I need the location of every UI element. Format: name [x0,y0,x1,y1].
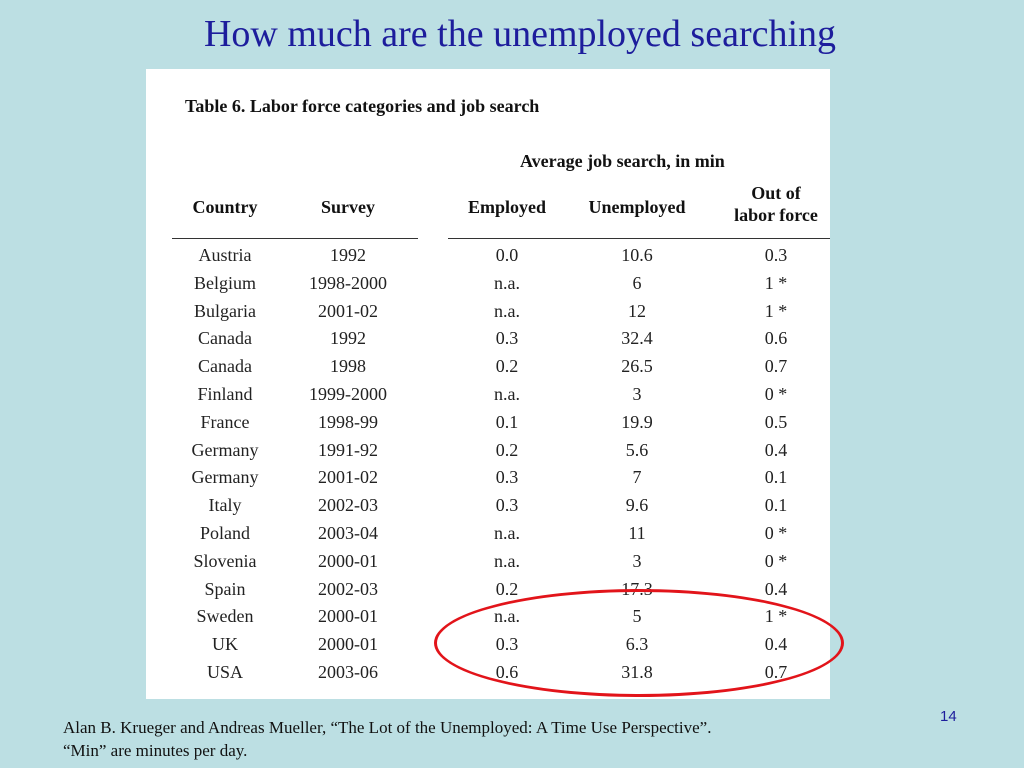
cell-employed: 0.0 [495,245,519,265]
cell-employed: 0.1 [495,411,519,432]
cell-employed: n.a. [494,300,520,321]
cell-employed: n.a. [494,550,520,571]
cell-out-of-labor-force: 1 * [764,300,788,321]
cell-unemployed: 6.3 [625,634,649,655]
cell-country: Finland [197,384,253,404]
cell-employed: 0.2 [495,578,519,599]
cell-out-of-labor-force: 0.7 [764,662,788,682]
column-header-survey: Survey [321,197,375,217]
footnote [63,716,711,762]
cell-country: Canada [198,328,252,349]
cell-out-of-labor-force: 0.1 [764,495,788,516]
footnote-line-2: “Min” are minutes per day. [63,741,248,760]
table-image [146,69,830,699]
cell-survey: 2001-02 [318,300,378,321]
header-rule-right [448,238,830,239]
cell-unemployed: 31.8 [621,662,653,682]
column-header-country: Country [192,197,258,217]
cell-country: UK [212,634,238,655]
cell-out-of-labor-force: 0.4 [764,439,788,460]
cell-survey: 1999-2000 [309,384,387,404]
cell-unemployed: 32.4 [621,328,653,349]
cell-country: Belgium [194,272,256,293]
cell-unemployed: 11 [628,523,646,543]
cell-unemployed: 7 [632,467,642,488]
cell-unemployed: 10.6 [621,245,653,265]
cell-employed: 0.6 [495,662,519,682]
cell-out-of-labor-force: 0 * [764,550,788,571]
cell-unemployed: 5 [632,606,642,627]
column-header-out-line1: Out of [751,183,801,203]
cell-out-of-labor-force: 0.1 [764,467,788,488]
cell-employed: 0.3 [495,328,519,349]
cell-employed: 0.3 [495,495,519,516]
cell-employed: n.a. [494,523,520,543]
cell-survey: 1998-2000 [309,272,387,293]
cell-survey: 1998-99 [318,411,378,432]
cell-survey: 2000-01 [318,550,378,571]
column-header-out-line2: labor force [734,205,818,225]
cell-survey: 1992 [330,328,366,349]
cell-survey: 2000-01 [318,606,378,627]
cell-country: France [200,411,250,432]
cell-country: USA [206,662,243,682]
cell-country: Bulgaria [194,300,256,321]
slide-title: How much are the unemployed searching [203,13,837,55]
cell-country: Slovenia [193,550,257,571]
cell-out-of-labor-force: 0.4 [764,634,788,655]
column-header-employed: Employed [467,197,546,217]
cell-country: Spain [204,578,246,599]
cell-survey: 2003-04 [318,523,378,543]
cell-survey: 2001-02 [318,467,378,488]
cell-employed: n.a. [494,606,520,627]
cell-out-of-labor-force: 1 * [764,272,788,293]
cell-unemployed: 5.6 [625,439,649,460]
cell-survey: 2002-03 [318,578,378,599]
cell-unemployed: 6 [632,272,642,293]
cell-country: Canada [198,356,252,377]
column-header-unemployed: Unemployed [588,197,686,217]
cell-survey: 1992 [330,245,366,265]
cell-employed: n.a. [494,272,520,293]
cell-employed: n.a. [494,384,520,404]
cell-country: Sweden [196,606,254,627]
cell-out-of-labor-force: 0.6 [764,328,788,349]
footnote-line-1: Alan B. Krueger and Andreas Mueller, “The Lot of the Unemployed: A Time Use Perspective”. [63,718,712,737]
cell-employed: 0.2 [495,439,519,460]
cell-unemployed: 17.3 [621,578,653,599]
cell-country: Austria [198,245,252,265]
cell-unemployed: 26.5 [621,356,653,377]
cell-survey: 1991-92 [318,439,378,460]
header-rule-left [172,238,418,239]
cell-country: Germany [191,439,259,460]
cell-unemployed: 19.9 [621,411,653,432]
column-header-out-of-labor-force [714,182,838,226]
cell-out-of-labor-force: 1 * [764,606,788,627]
cell-survey: 2000-01 [318,634,378,655]
cell-survey: 2003-06 [318,662,378,682]
cell-out-of-labor-force: 0.4 [764,578,788,599]
cell-survey: 1998 [330,356,366,377]
cell-unemployed: 12 [628,300,646,321]
cell-country: Germany [191,467,259,488]
cell-out-of-labor-force: 0 * [764,384,788,404]
cell-country: Italy [208,495,242,516]
cell-unemployed: 3 [632,550,642,571]
cell-out-of-labor-force: 0.7 [764,356,788,377]
page-number: 14 [940,708,957,725]
cell-employed: 0.3 [495,634,519,655]
cell-unemployed: 3 [632,384,642,404]
cell-employed: 0.3 [495,467,519,488]
cell-employed: 0.2 [495,356,519,377]
cell-country: Poland [199,523,250,543]
cell-survey: 2002-03 [318,495,378,516]
cell-out-of-labor-force: 0.5 [764,411,788,432]
table-caption: Table 6. Labor force categories and job search [185,96,540,116]
group-header: Average job search, in min [520,151,725,171]
cell-unemployed: 9.6 [625,495,649,516]
cell-out-of-labor-force: 0 * [764,523,788,543]
cell-out-of-labor-force: 0.3 [764,245,788,265]
